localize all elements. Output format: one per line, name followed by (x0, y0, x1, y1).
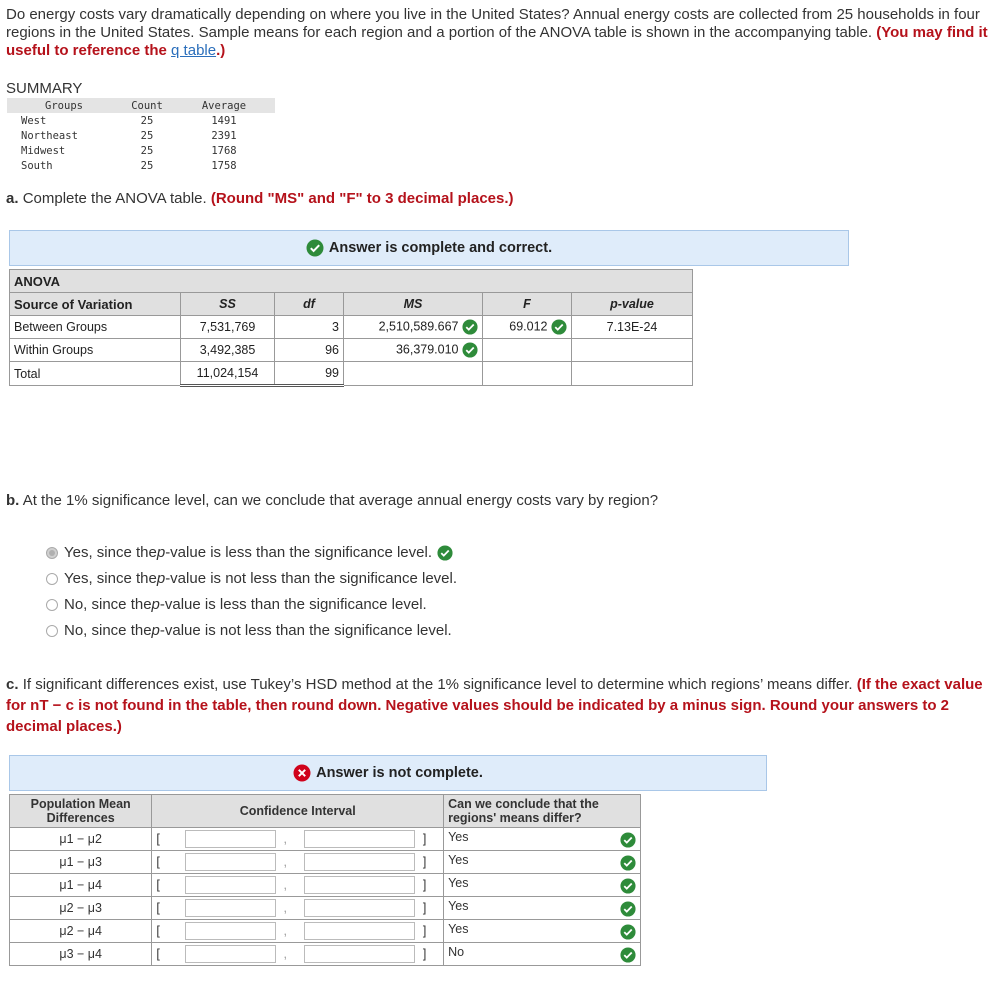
conclude-value[interactable]: No (448, 945, 465, 959)
anova-title: ANOVA (10, 270, 693, 293)
part-b-label: b. (6, 492, 20, 509)
lower-bound-input[interactable] (185, 876, 276, 894)
df-cell: 3 (275, 316, 344, 339)
hint-suffix: .) (216, 42, 226, 59)
lower-bound-cell[interactable] (181, 828, 280, 851)
difference-label: μ2 − μ4 (10, 920, 152, 943)
conclude-cell[interactable] (444, 897, 641, 920)
tukey-row (10, 943, 641, 966)
summary-group: South (21, 159, 53, 172)
check-icon (620, 901, 636, 917)
conclude-cell[interactable] (444, 920, 641, 943)
difference-label: μ1 − μ2 (10, 828, 152, 851)
header-ms: MS (344, 293, 483, 316)
upper-bound-cell[interactable] (300, 851, 419, 874)
option-text: -value is less than the significance level. (165, 544, 432, 561)
right-bracket: ] (419, 851, 444, 874)
summary-row (7, 128, 275, 143)
conclude-cell[interactable] (444, 851, 641, 874)
part-c-banner (9, 755, 767, 791)
q-table-link[interactable]: q table (171, 42, 217, 59)
check-icon (462, 342, 478, 358)
source-cell: Within Groups (10, 339, 181, 362)
comma: , (280, 897, 300, 920)
anova-row-between (10, 316, 693, 339)
upper-bound-cell[interactable] (300, 943, 419, 966)
pvalue-cell: 7.13E-24 (572, 316, 693, 339)
check-icon (437, 545, 453, 561)
right-bracket: ] (419, 897, 444, 920)
part-c-question (6, 674, 996, 737)
summary-row (7, 158, 275, 173)
upper-bound-input[interactable] (304, 853, 415, 871)
summary-header-average: Average (173, 98, 275, 113)
header-ss: SS (181, 293, 275, 316)
part-c-instruction: (If the exact value for nT − c is not found in the table, then round down. Negative values should be indicated by a minus sign. Round your answers to 2 decimal places.) (6, 676, 983, 735)
lower-bound-input[interactable] (185, 830, 276, 848)
summary-table (7, 98, 275, 173)
option-text: Yes, since the (64, 544, 157, 561)
hint-prefix: (You may find it useful to reference the (6, 24, 988, 59)
option-p: p (156, 570, 166, 587)
lower-bound-input[interactable] (185, 922, 276, 940)
difference-label: μ2 − μ3 (10, 897, 152, 920)
f-cell (483, 339, 572, 362)
left-bracket: [ (152, 874, 181, 897)
anova-row-within (10, 339, 693, 362)
intro-text: Do energy costs vary dramatically depending on where you live in the United States? Annual energy costs are collected from 25 households in four regions in the United States. Sample means for each region and a portion of the ANOVA table is shown in the accompanying table. (6, 6, 980, 41)
conclude-cell[interactable] (444, 874, 641, 897)
conclude-cell[interactable] (444, 828, 641, 851)
summary-average: 1491 (211, 114, 237, 127)
summary-group: Northeast (21, 129, 78, 142)
option-2[interactable] (46, 570, 457, 587)
tukey-row (10, 851, 641, 874)
option-3[interactable] (46, 596, 427, 613)
df-cell: 96 (275, 339, 344, 362)
source-cell: Total (10, 362, 181, 386)
lower-bound-input[interactable] (185, 945, 276, 963)
summary-average: 1758 (211, 159, 237, 172)
ss-cell: 7,531,769 (181, 316, 275, 339)
check-circle-icon (306, 239, 324, 257)
part-b-text: At the 1% significance level, can we conclude that average annual energy costs vary by region? (22, 492, 659, 509)
tukey-row (10, 920, 641, 943)
summary-count: 25 (140, 129, 154, 142)
comma: , (280, 920, 300, 943)
right-bracket: ] (419, 828, 444, 851)
left-bracket: [ (152, 851, 181, 874)
conclude-value[interactable]: Yes (448, 899, 469, 913)
left-bracket: [ (152, 943, 181, 966)
header-f: F (483, 293, 572, 316)
part-c-text: If significant differences exist, use Tukey’s HSD method at the 1% significance level to determine which regions’ means differ. (22, 676, 853, 693)
part-a-banner (9, 230, 849, 266)
option-text: -value is not less than the significance level. (159, 622, 452, 639)
upper-bound-cell[interactable] (300, 828, 419, 851)
header-conclude: Can we conclude that the regions' means differ? (444, 795, 641, 828)
radio-button[interactable] (46, 599, 58, 611)
upper-bound-input[interactable] (304, 945, 415, 963)
comma: , (280, 851, 300, 874)
right-bracket: ] (419, 874, 444, 897)
ms-value: 2,510,589.667 (378, 319, 459, 334)
part-b-question (6, 492, 658, 509)
lower-bound-cell[interactable] (181, 920, 280, 943)
option-p: p (151, 596, 160, 613)
f-value: 69.012 (509, 319, 548, 334)
anova-table (9, 269, 693, 387)
error-circle-icon (293, 764, 311, 782)
summary-header-count: Count (121, 98, 173, 113)
header-df: df (275, 293, 344, 316)
lower-bound-input[interactable] (185, 899, 276, 917)
difference-label: μ1 − μ3 (10, 851, 152, 874)
banner-text: Answer is complete and correct. (328, 240, 553, 256)
tukey-row (10, 828, 641, 851)
difference-label: μ1 − μ4 (10, 874, 152, 897)
ms-cell (344, 362, 483, 386)
summary-count: 25 (140, 159, 154, 172)
check-icon (462, 319, 478, 335)
option-text: -value is less than the significance level. (159, 596, 427, 613)
f-cell (483, 362, 572, 386)
part-a-label: a. (6, 190, 19, 207)
summary-header-groups: Groups (7, 98, 121, 113)
check-icon (551, 319, 567, 335)
upper-bound-cell[interactable] (300, 874, 419, 897)
check-icon (620, 855, 636, 871)
lower-bound-cell[interactable] (181, 851, 280, 874)
radio-button[interactable] (46, 547, 58, 559)
summary-row (7, 113, 275, 128)
anova-row-total (10, 362, 693, 386)
lower-bound-cell[interactable] (181, 943, 280, 966)
summary-group: Midwest (21, 144, 66, 157)
left-bracket: [ (152, 920, 181, 943)
part-c-label: c. (6, 676, 19, 693)
f-cell[interactable] (483, 316, 572, 339)
header-confidence-interval: Confidence Interval (152, 795, 444, 828)
ss-cell: 3,492,385 (181, 339, 275, 362)
option-text: -value is not less than the significance level. (165, 570, 458, 587)
upper-bound-input[interactable] (304, 876, 415, 894)
summary-average: 1768 (211, 144, 237, 157)
option-4[interactable] (46, 622, 452, 639)
lower-bound-input[interactable] (185, 853, 276, 871)
part-a-text: Complete the ANOVA table. (22, 190, 207, 207)
radio-button[interactable] (46, 573, 58, 585)
conclude-value[interactable]: Yes (448, 853, 469, 867)
summary-count: 25 (140, 144, 154, 157)
upper-bound-input[interactable] (304, 830, 415, 848)
conclude-value[interactable]: Yes (448, 876, 469, 890)
conclude-value[interactable]: Yes (448, 830, 469, 844)
check-icon (620, 924, 636, 940)
tukey-row (10, 897, 641, 920)
check-icon (620, 947, 636, 963)
summary-group: West (21, 114, 47, 127)
summary-count: 25 (140, 114, 154, 127)
tukey-table (9, 794, 641, 966)
header-pvalue: p-value (572, 293, 693, 316)
comma: , (280, 943, 300, 966)
part-a-instruction: (Round "MS" and "F" to 3 decimal places.) (210, 190, 514, 207)
pvalue-cell (572, 339, 693, 362)
comma: , (280, 828, 300, 851)
option-p: p (156, 544, 166, 561)
option-text: Yes, since the (64, 570, 157, 587)
tukey-row (10, 874, 641, 897)
part-a-question (6, 190, 514, 207)
upper-bound-cell[interactable] (300, 897, 419, 920)
left-bracket: [ (152, 897, 181, 920)
difference-label: μ3 − μ4 (10, 943, 152, 966)
option-text: No, since the (64, 596, 152, 613)
option-text: No, since the (64, 622, 152, 639)
lower-bound-cell[interactable] (181, 874, 280, 897)
ss-cell: 11,024,154 (181, 362, 275, 386)
conclude-cell[interactable] (444, 943, 641, 966)
summary-average: 2391 (211, 129, 237, 142)
radio-button[interactable] (46, 625, 58, 637)
upper-bound-cell[interactable] (300, 920, 419, 943)
header-differences: Population Mean Differences (10, 795, 152, 828)
df-cell: 99 (275, 362, 344, 386)
ms-cell[interactable] (344, 316, 483, 339)
problem-intro (6, 6, 991, 60)
ms-cell[interactable] (344, 339, 483, 362)
upper-bound-input[interactable] (304, 899, 415, 917)
conclude-value[interactable]: Yes (448, 922, 469, 936)
banner-text: Answer is not complete. (316, 765, 483, 781)
comma: , (280, 874, 300, 897)
option-1[interactable] (46, 544, 453, 561)
header-source: Source of Variation (10, 293, 181, 316)
check-icon (620, 878, 636, 894)
lower-bound-cell[interactable] (181, 897, 280, 920)
option-p: p (151, 622, 160, 639)
summary-row (7, 143, 275, 158)
right-bracket: ] (419, 920, 444, 943)
right-bracket: ] (419, 943, 444, 966)
ms-value: 36,379.010 (395, 342, 459, 357)
pvalue-cell (572, 362, 693, 386)
left-bracket: [ (152, 828, 181, 851)
summary-title: SUMMARY (6, 80, 83, 97)
check-icon (620, 832, 636, 848)
source-cell: Between Groups (10, 316, 181, 339)
upper-bound-input[interactable] (304, 922, 415, 940)
